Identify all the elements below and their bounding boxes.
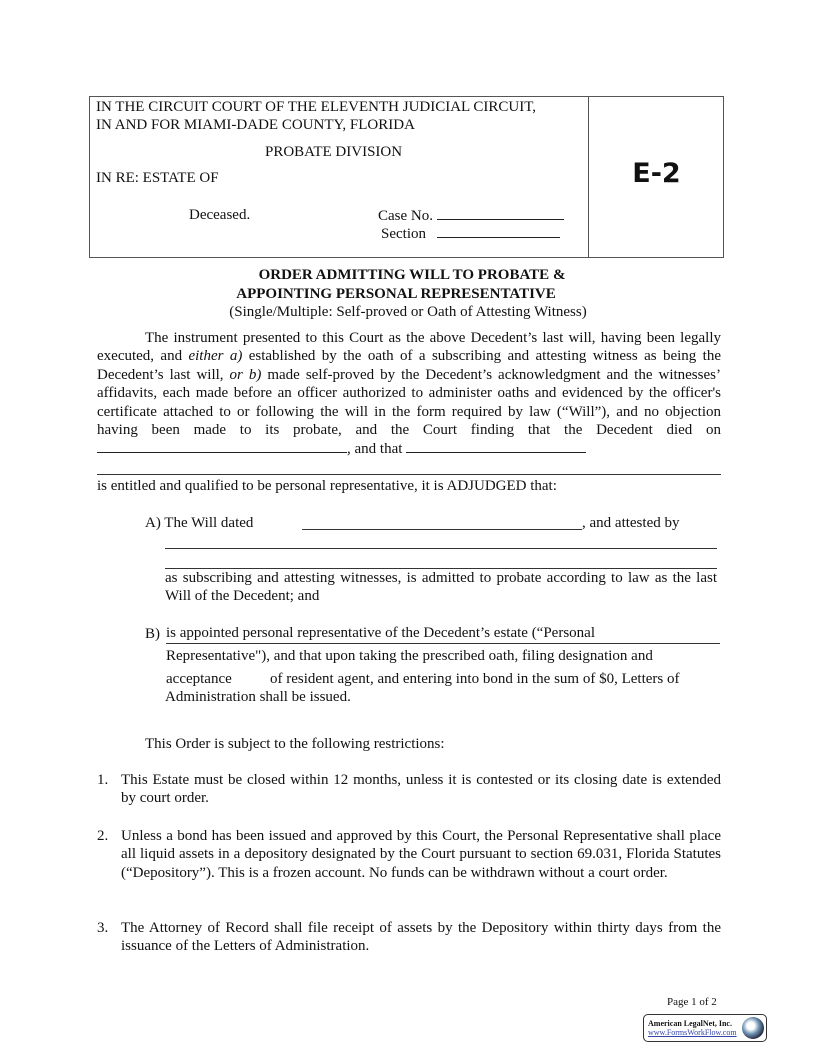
court-line-2: IN AND FOR MIAMI-DADE COUNTY, FLORIDA bbox=[96, 117, 415, 133]
item-b-line-2: Representative"), and that upon taking the prescribed oath, filing designation and bbox=[166, 648, 653, 664]
text-either: either a) bbox=[188, 348, 243, 365]
division: PROBATE DIVISION bbox=[265, 144, 403, 160]
court-line-1: IN THE CIRCUIT COURT OF THE ELEVENTH JUDICIAL CIRCUIT, bbox=[96, 99, 537, 115]
text: established by the oath of a subscribing and attesting witness as being the Decedent’s last will, bbox=[97, 348, 721, 383]
item-b-line-3a: acceptance bbox=[166, 671, 232, 687]
pr-name-field[interactable] bbox=[406, 439, 586, 453]
item-b-line-4: Administration shall be issued. bbox=[165, 689, 351, 705]
title-line-1: ORDER ADMITTING WILL TO PROBATE & bbox=[258, 267, 566, 283]
entitled-text: is entitled and qualified to be personal representative, it is ADJUDGED that: bbox=[97, 478, 557, 494]
item-b-line-1: is appointed personal representative of the Decedent’s estate (“Personal bbox=[166, 624, 720, 644]
item-1-num: 1. bbox=[97, 772, 109, 788]
item-2-text: Unless a bond has been issued and approved by this Court, the Personal Representative shall place all liquid assets in a depository designated by the Court pursuant to section 69.031, Florida Statutes (“Depository”). This is a frozen account. No funds can be withdrawn without a court order. bbox=[121, 828, 721, 881]
page-number: Page 1 of 2 bbox=[667, 996, 717, 1008]
restrictions-intro: This Order is subject to the following restrictions: bbox=[145, 736, 445, 752]
text: The instrument presented to this Court as the above Decedent’s last will, having been legally executed, and bbox=[97, 330, 721, 365]
text: , and that bbox=[347, 441, 403, 458]
section-row bbox=[381, 224, 560, 243]
logo-name: American LegalNet, Inc. bbox=[648, 1019, 732, 1028]
witness-line-1[interactable] bbox=[165, 548, 717, 549]
item-a-label: A) The Will dated bbox=[145, 515, 254, 531]
logo-url[interactable]: www.FormsWorkFlow.com bbox=[648, 1028, 737, 1037]
item-b-label: B) bbox=[145, 626, 160, 642]
case-no-label: Case No. bbox=[378, 208, 433, 224]
text-or: or b) bbox=[229, 366, 262, 383]
section-label: Section bbox=[381, 226, 426, 242]
item-a-text: as subscribing and attesting witnesses, is admitted to probate according to law as the last Will of the Decedent; and bbox=[165, 570, 717, 605]
section-field[interactable] bbox=[437, 224, 560, 238]
text: made self-proved by the Decedent’s acknowledgment and the witnesses’ affidavits, each made before an officer authorized to administer oaths and evidenced by the officer's certificate attached to or following the will in the form required by law (“Will”), and no objection having been made to its probate, and the Court finding that the Decedent died on bbox=[97, 366, 721, 439]
item-1-text: This Estate must be closed within 12 months, unless it is contested or its closing date is extended by court order. bbox=[121, 772, 721, 807]
case-no-row bbox=[378, 206, 564, 225]
item-2-num: 2. bbox=[97, 828, 109, 844]
in-re: IN RE: ESTATE OF bbox=[96, 170, 219, 186]
paragraph-findings bbox=[97, 329, 721, 459]
globe-icon bbox=[742, 1017, 764, 1039]
date-of-death-field[interactable] bbox=[97, 439, 347, 453]
subtitle: (Single/Multiple: Self-proved or Oath of Attesting Witness) bbox=[229, 304, 587, 320]
item-b-line-3b: of resident agent, and entering into bond in the sum of $0, Letters of bbox=[270, 671, 680, 687]
form-code: E-2 bbox=[632, 158, 681, 189]
deceased-label: Deceased. bbox=[189, 207, 251, 223]
pr-name-line[interactable] bbox=[97, 474, 721, 475]
item-a-attested: , and attested by bbox=[582, 515, 680, 531]
will-date-field[interactable] bbox=[302, 529, 582, 530]
case-no-field[interactable] bbox=[437, 206, 564, 220]
american-legalnet-logo[interactable] bbox=[643, 1014, 767, 1042]
item-3-text: The Attorney of Record shall file receipt of assets by the Depository within thirty days from the issuance of the Letters of Administration. bbox=[121, 920, 721, 955]
title-line-2: APPOINTING PERSONAL REPRESENTATIVE bbox=[236, 286, 556, 302]
item-3-num: 3. bbox=[97, 920, 109, 936]
